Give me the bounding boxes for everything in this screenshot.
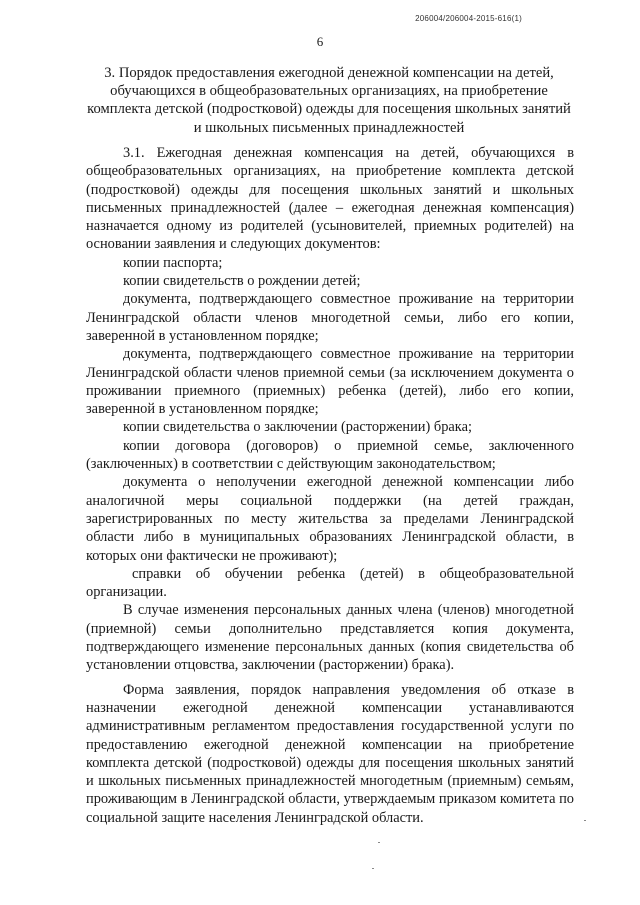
section-title: 3. Порядок предоставления ежегодной денежной компенсации на детей, обучающихся в общеобразовательных организациях, на приобретение комплекта детской (подростковой) одежды для посещения школьных занятий и школьных письменных принадлежностей [87,65,571,136]
paragraph-personal-data-change: В случае изменения персональных данных члена (членов) многодетной (приемной) семьи дополнительно представляется копия документа, подтверждающего изменение персональных данных (копия свидетельства об установлении отцовства, заключении (расторжении) брака). [86,602,574,674]
list-item-marriage-certificate: копии свидетельства о заключении (расторжении) брака; [123,419,472,436]
paragraph-application-form: Форма заявления, порядок направления уведомления об отказе в назначении ежегодной денежной компенсации устанавливаются административным регламентом предоставления государственной услуги по предоставлению ежегодной денежной компенсации на приобретение комплекта детской (подростковой) одежды для посещения школьных занятий и школьных письменных принадлежностей многодетным (приемным) семьям, проживающим в Ленинградской области, утверждаемым приказом комитета по социальной защите населения Ленинградской области. [86,681,574,826]
document-registration-stamp: 206004/206004-2015-616(1) [415,14,522,23]
list-item-residence-foster-family: документа, подтверждающего совместное проживание на территории Ленинградской области членов приемной семьи (за исключением документа о проживании приемного (приемных) ребенка (детей), либо его копии, заверенной в установленном порядке; [86,346,574,418]
list-item-non-receipt-document: документа о неполучении ежегодной денежной компенсации либо аналогичной меры социальной поддержки (на детей граждан, зарегистрированных по месту жительства за пределами Ленинградской области либо в муниципальных образованиях Ленинградской области, в которых они фактически не проживают); [86,474,574,564]
list-item-foster-agreement: копии договора (договоров) о приемной семье, заключенного (заключенных) в соответствии с действующим законодательством; [86,437,574,473]
list-item-residence-large-family: документа, подтверждающего совместное проживание на территории Ленинградской области членов многодетной семьи, либо его копии, заверенной в установленном порядке; [86,291,574,344]
document-body [86,144,574,827]
page-number: 6 [316,34,324,49]
scan-speck [378,842,380,843]
list-item-passport: копии паспорта; [123,254,223,271]
scan-speck [584,820,586,821]
scan-speck [372,868,374,869]
list-item-school-certificate: справки об обучении ребенка (детей) в общеобразовательной организации. [86,565,574,601]
paragraph-3-1: 3.1. Ежегодная денежная компенсация на детей, обучающихся в общеобразовательных организациях, на приобретение комплекта детской (подростковой) одежды для посещения школьных занятий и школьных письменных принадлежностей (далее – ежегодная денежная компенсация) назначается одному из родителей (усыновителей, приемных родителей) на основании заявления и следующих документов: [86,145,574,253]
list-item-birth-certificates: копии свидетельств о рождении детей; [123,273,361,290]
